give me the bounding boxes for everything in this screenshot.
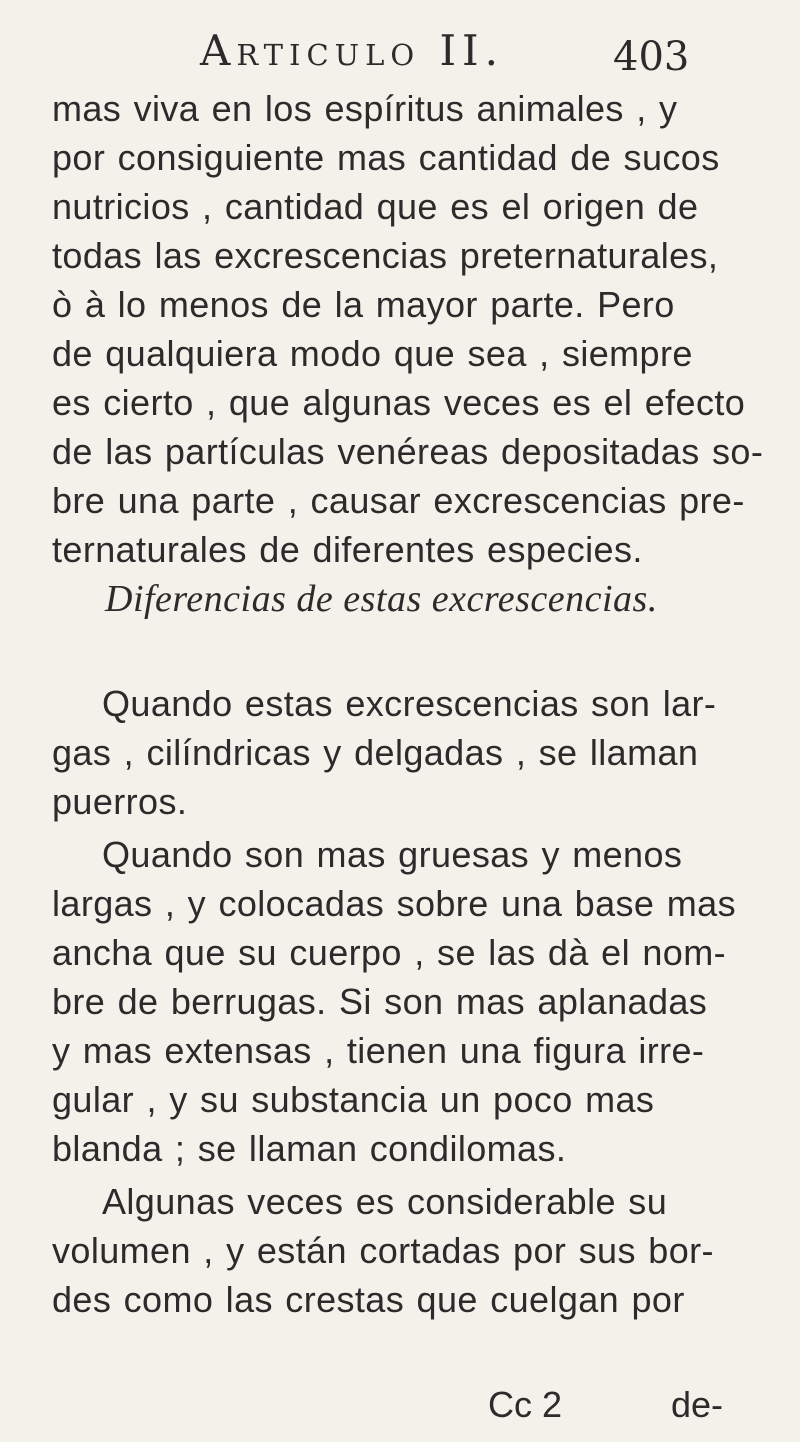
text-line: gas , cilíndricas y delgadas , se llaman — [52, 732, 699, 773]
text-line: volumen , y están cortadas por sus bor- — [52, 1230, 714, 1271]
text-line: ancha que su cuerpo , se las dà el nom- — [52, 932, 726, 973]
text-line: mas viva en los espíritus animales , y — [52, 88, 678, 129]
paragraph-first-line: Algunas veces es considerable su — [102, 1181, 668, 1222]
text-line: de qualquiera modo que sea , siempre — [52, 333, 693, 374]
text-line: ò à lo menos de la mayor parte. Pero — [52, 284, 675, 325]
text-line: ternaturales de diferentes especies. — [52, 529, 643, 570]
text-line: de las partículas venéreas depositadas so- — [52, 431, 764, 472]
text-line: es cierto , que algunas veces es el efecto — [52, 382, 746, 423]
text-line: largas , y colocadas sobre una base mas — [52, 883, 736, 924]
signature-mark: Cc 2 — [488, 1384, 563, 1425]
section-heading: Diferencias de estas excrescencias. — [105, 578, 658, 620]
running-head — [52, 26, 752, 86]
text-line: blanda ; se llaman condilomas. — [52, 1128, 567, 1169]
paragraph-first-line: Quando son mas gruesas y menos — [102, 834, 683, 875]
text-line: gular , y su substancia un poco mas — [52, 1079, 655, 1120]
text-line: por consiguiente mas cantidad de sucos — [52, 137, 720, 178]
text-line: bre de berrugas. Si son mas aplanadas — [52, 981, 708, 1022]
text-line: y mas extensas , tienen una figura irre- — [52, 1030, 705, 1071]
text-line: todas las excrescencias preternaturales, — [52, 235, 719, 276]
paragraph-first-line: Quando estas excrescencias son lar- — [102, 683, 717, 724]
text-line: des como las crestas que cuelgan por — [52, 1279, 685, 1320]
text-line: bre una parte , causar excrescencias pre- — [52, 480, 745, 521]
text-line: nutricios , cantidad que es el origen de — [52, 186, 699, 227]
running-title: Articulo II. — [200, 26, 504, 75]
catchword: de- — [671, 1384, 724, 1425]
page-number: 403 — [613, 34, 690, 80]
text-line: puerros. — [52, 781, 188, 822]
